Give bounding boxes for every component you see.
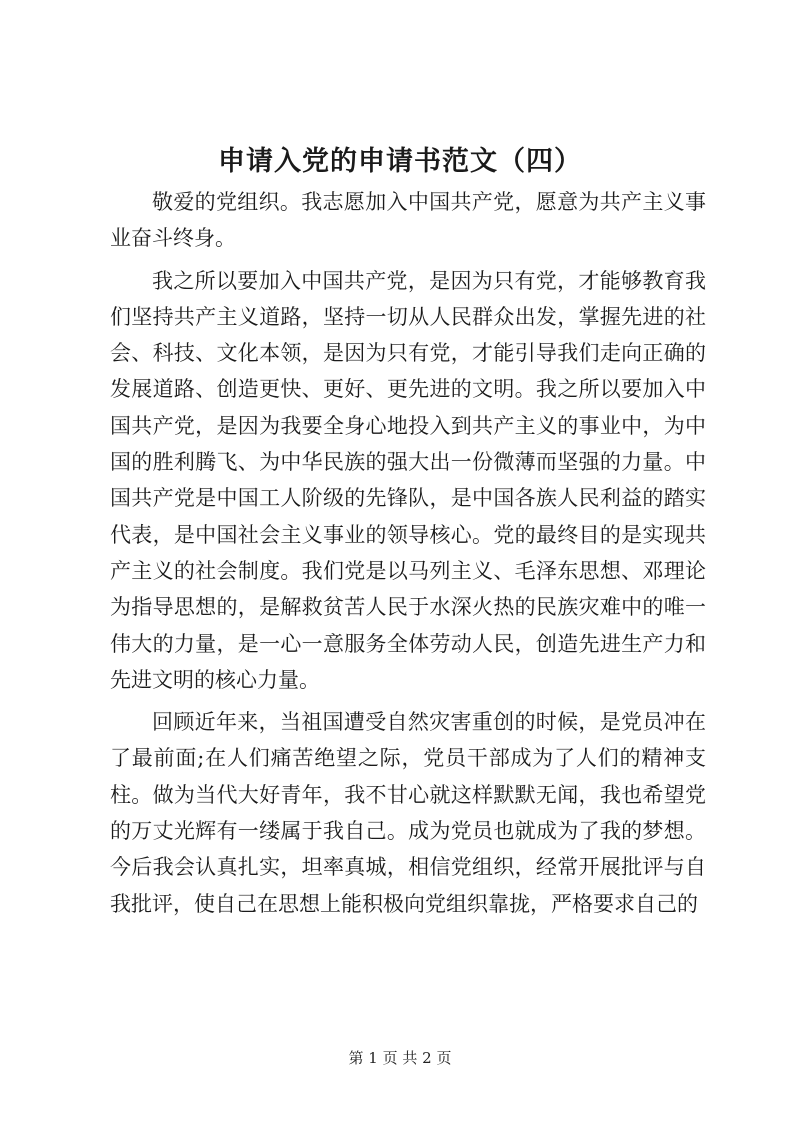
page-footer: 第 1 页 共 2 页 <box>348 1049 452 1067</box>
paragraph-review: 回顾近年来，当祖国遭受自然灾害重创的时候，是党员冲在了最前面;在人们痛苦绝望之际，党员干部成为了人们的精神支柱。做为当代大好青年，我不甘心就这样默默无闻，我也希望党的万丈光辉有一缕属于我自己。成为党员也就成为了我的梦想。今后我会认真扎实，坦率真城，相信党组织，经常开展批评与自我批评，使自己在思想上能积极向党组织靠拢，严格要求自己的 <box>110 710 706 916</box>
paragraph-reasons: 我之所以要加入中国共产党，是因为只有党，才能够教育我们坚持共产主义道路，坚持一切从人民群众出发，掌握先进的社会、科技、文化本领，是因为只有党，才能引导我们走向正确的发展道路、创造更快、更好、更先进的文明。我之所以要加入中国共产党，是因为我要全身心地投入到共产主义的事业中，为中国的胜利腾飞、为中华民族的强大出一份微薄而坚强的力量。中国共产党是中国工人阶级的先锋队，是中国各族人民利益的踏实代表，是中国社会主义事业的领导核心。党的最终目的是实现共产主义的社会制度。我们党是以马列主义、毛泽东思想、邓理论为指导思想的，是解救贫苦人民于水深火热的民族灾难中的唯一伟大的力量，是一心一意服务全体劳动人民，创造先进生产力和先进文明的核心力量。 <box>110 268 706 692</box>
paragraph-greeting: 敬爱的党组织。我志愿加入中国共产党，愿意为共产主义事业奋斗终身。 <box>110 190 706 251</box>
page-title: 申请入党的申请书范文（四） <box>218 146 582 177</box>
document-body <box>110 184 706 928</box>
